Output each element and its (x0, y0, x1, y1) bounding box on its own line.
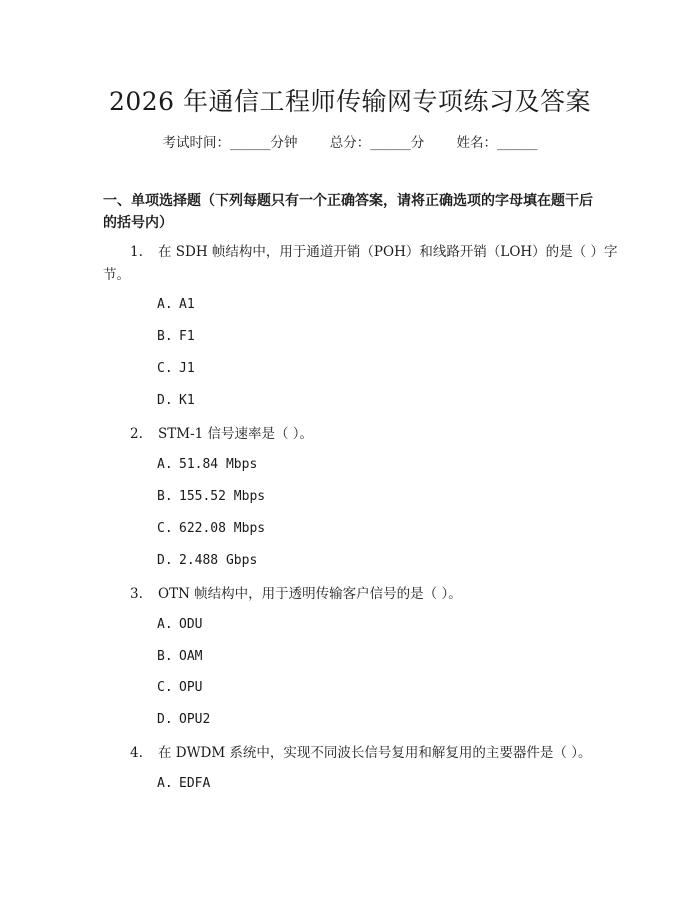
question-stem: OTN 帧结构中，用于透明传输客户信号的是（ ）。 (158, 586, 462, 602)
document-title: 2026 年通信工程师传输网专项练习及答案 (108, 87, 592, 116)
name-field: 姓名：______ (456, 135, 538, 151)
option-3b: B. OAM (157, 649, 203, 664)
option-1d: D. K1 (157, 393, 195, 408)
total-score-field: 总分：______分 (329, 135, 425, 151)
option-3a: A. ODU (157, 617, 203, 632)
option-2b: B. 155.52 Mbps (157, 489, 266, 504)
exam-info-line (0, 131, 700, 151)
option-1c: C. J1 (157, 361, 195, 376)
option-4a: A. EDFA (157, 776, 211, 791)
question-number: 1. (130, 244, 143, 260)
option-2a: A. 51.84 Mbps (157, 457, 258, 472)
option-3c: C. OPU (157, 680, 203, 695)
option-1a: A. A1 (157, 297, 195, 312)
question-stem: 在 DWDM 系统中，实现不同波长信号复用和解复用的主要器件是（ ）。 (158, 745, 592, 761)
option-3d: D. OPU2 (157, 712, 211, 727)
question-stem: 在 SDH 帧结构中，用于通道开销（POH）和线路开销（LOH）的是（ ）字 (158, 244, 618, 260)
question-number: 4. (130, 745, 143, 761)
question-stem: STM-1 信号速率是（ ）。 (158, 426, 314, 442)
option-1b: B. F1 (157, 329, 195, 344)
option-2d: D. 2.488 Gbps (157, 553, 258, 568)
question-number: 3. (130, 586, 143, 602)
option-2c: C. 622.08 Mbps (157, 521, 266, 536)
question-number: 2. (130, 426, 143, 442)
question-stem-continuation: 节。 (103, 267, 130, 283)
exam-time-field: 考试时间：______分钟 (162, 135, 298, 151)
section-heading: 一、单项选择题（下列每题只有一个正确答案，请将正确选项的字母填在题干后的括号内） (103, 193, 593, 231)
